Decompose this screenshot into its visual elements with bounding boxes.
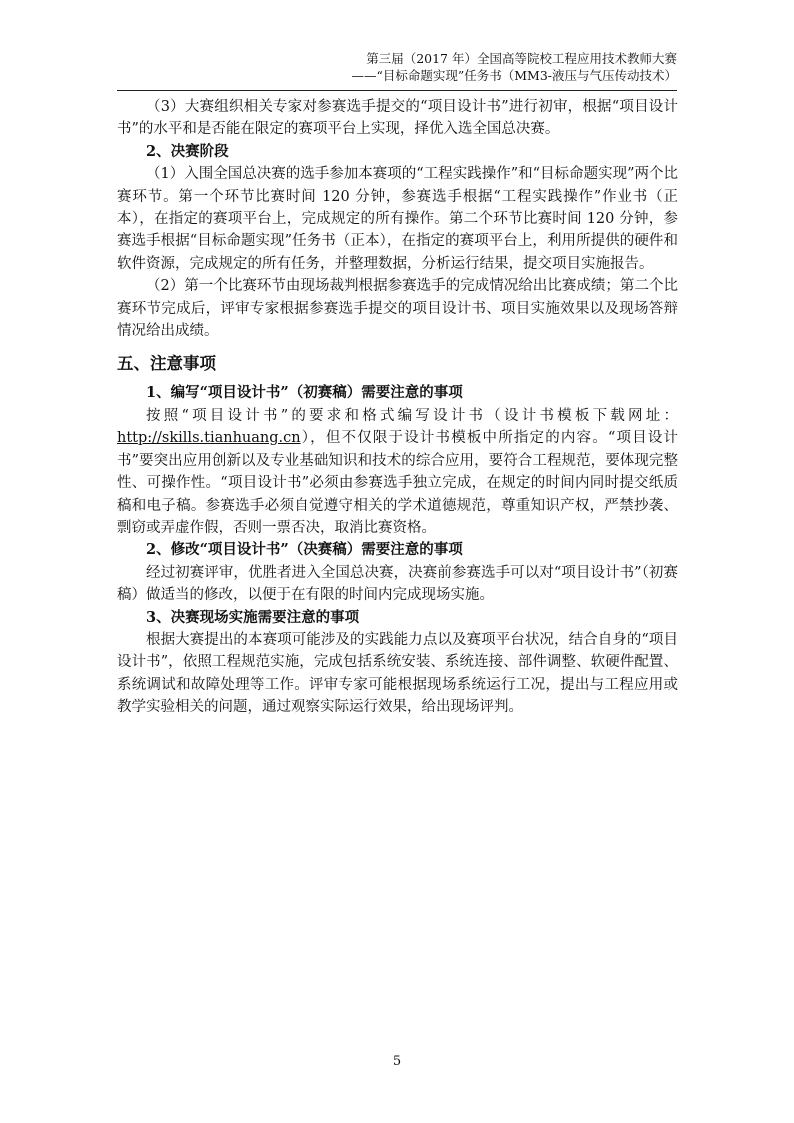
header-title: 第三届（2017 年）全国高等院校工程应用技术教师大赛 — [366, 51, 677, 66]
heading-revise-design-book: 2、修改“项目设计书”（决赛稿）需要注意的事项 — [146, 541, 463, 559]
paragraph-text: 按照“项目设计书”的要求和格式编写设计书（设计书模板下载网址： — [146, 407, 678, 424]
header-divider — [117, 90, 677, 91]
paragraph-onsite-implementation: 根据大赛提出的本赛项可能涉及的实践能力点以及赛项平台状况，结合自身的“项目设计书”，依照工程规范实施，完成包括系统安装、系统连接、部件调整、软硬件配置、系统调试和故障处理等工作。评审专家可能根据现场系统运行工况，提出与工程应用或教学实验相关的问题，通过观察实际运行效果，给出现场评判。 — [117, 631, 678, 716]
document-body — [117, 96, 678, 719]
paragraph-preliminary-review: （3）大赛组织相关专家对参赛选手提交的“项目设计书”进行初审，根据“项目设计书”的水平和是否能在限定的赛项平台上实现，择优入选全国总决赛。 — [117, 99, 678, 138]
header-subtitle: ——“目标命题实现”任务书（MM3-液压与气压传动技术） — [351, 68, 677, 83]
paragraph-text: ），但不仅限于设计书模板中所指定的内容。“项目设计书”要突出应用创新以及专业基础知识和技术的综合应用，要符合工程规范，要体现完整性、可操作性。“项目设计书”必须由参赛选手独立完成，在规定的时间内同时提交纸质稿和电子稿。参赛选手必须自觉遵守相关的学术道德规范，尊重知识产权，严禁抄袭、剽窃或弄虚作假，否则一票否决，取消比赛资格。 — [117, 430, 678, 536]
heading-final-stage: 2、决赛阶段 — [146, 142, 229, 160]
section-heading-notes: 五、注意事项 — [117, 354, 216, 374]
page-header — [117, 50, 677, 84]
template-download-link[interactable]: http://skills.tianhuang.cn — [117, 430, 301, 447]
paragraph-revise-design-book: 经过初赛评审，优胜者进入全国总决赛，决赛前参赛选手可以对“项目设计书”（初赛稿）做适当的修改，以便于在有限的时间内完成现场实施。 — [117, 564, 678, 604]
paragraph-final-stage-2: （2）第一个比赛环节由现场裁判根据参赛选手的完成情况给出比赛成绩；第二个比赛环节完成后，评审专家根据参赛选手提交的项目设计书、项目实施效果以及现场答辩情况给出成绩。 — [117, 278, 678, 340]
paragraph-write-design-book — [117, 405, 678, 539]
page-number: 5 — [392, 1054, 402, 1069]
paragraph-final-stage-1: （1）入围全国总决赛的选手参加本赛项的“工程实践操作”和“目标命题实现”两个比赛环节。第一个环节比赛时间 120 分钟，参赛选手根据“工程实践操作”作业书（正本），在指定的赛项平台上，完成规定的所有操作。第二个环节比赛时间 120 分钟，参赛选手根据“目标命题实现”任务书（正本），在指定的赛项平台上，利用所提供的硬件和软件资源，完成规定的所有任务，并整理数据，分析运行结果，提交项目实施报告。 — [117, 166, 678, 272]
heading-onsite-implementation: 3、决赛现场实施需要注意的事项 — [146, 608, 360, 626]
heading-write-design-book: 1、编写“项目设计书”（初赛稿）需要注意的事项 — [146, 384, 463, 402]
